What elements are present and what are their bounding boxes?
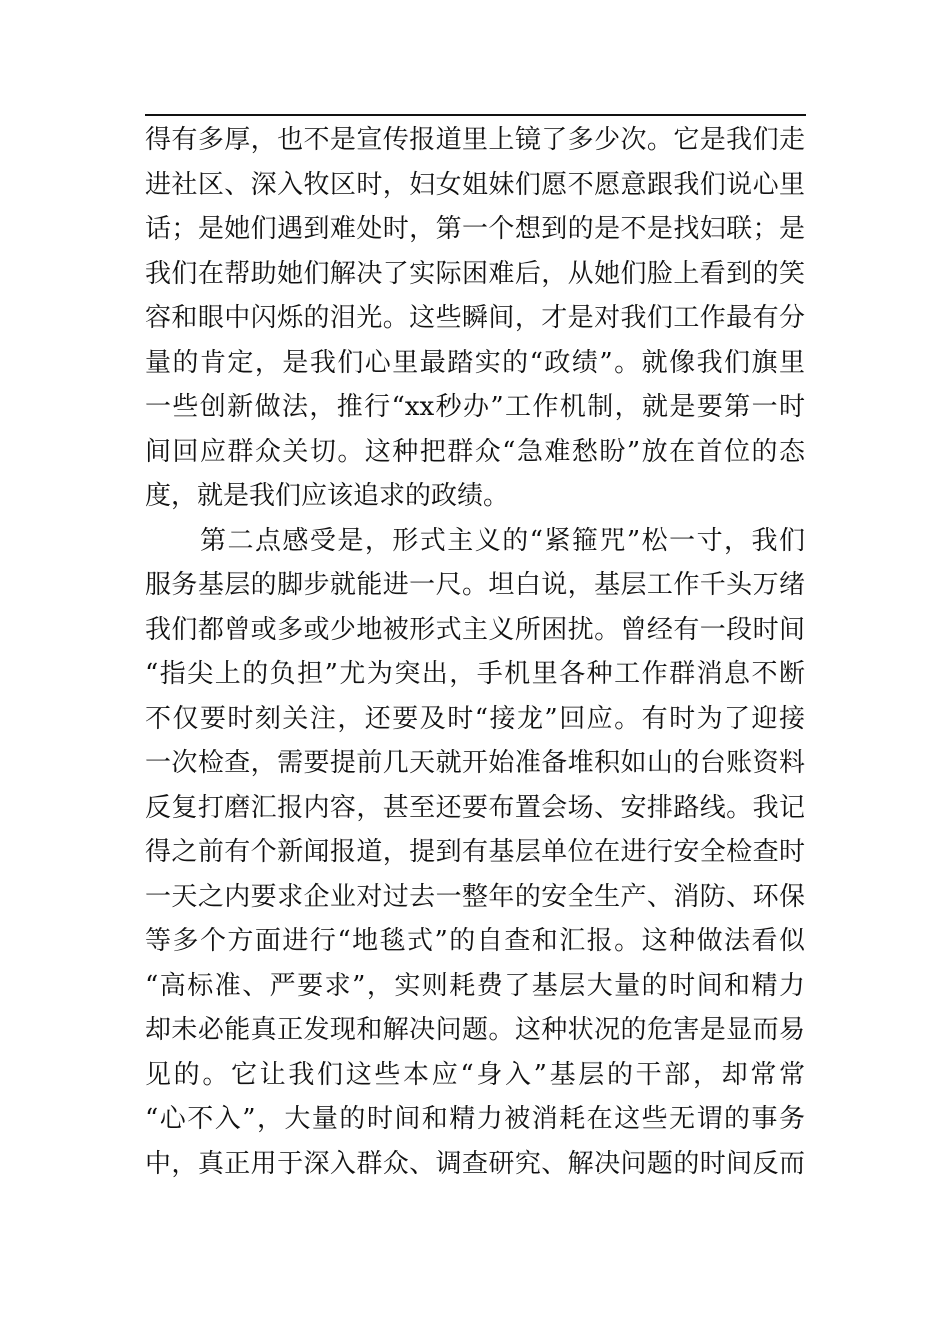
text-line: 一次检查，需要提前几天就开始准备堆积如山的台账资料	[145, 748, 805, 778]
text-line: “高标准、严要求”，实则耗费了基层大量的时间和精力	[145, 970, 805, 1001]
text-line: 得之前有个新闻报道，提到有基层单位在进行安全检查时	[145, 837, 805, 867]
text-line: 一些创新做法，推行“xx秒办”工作机制，就是要第一时	[145, 392, 805, 422]
text-line: 度，就是我们应该追求的政绩。	[145, 481, 510, 511]
text-line: 我们在帮助她们解决了实际困难后，从她们脸上看到的笑	[145, 258, 805, 289]
text-line: 第二点感受是，形式主义的“紧箍咒”松一寸，我们	[200, 525, 805, 556]
text-line: 反复打磨汇报内容，甚至还要布置会场、安排路线。我记	[145, 792, 805, 823]
text-line: 一天之内要求企业对过去一整年的安全生产、消防、环保	[145, 881, 805, 912]
header-rule	[145, 114, 806, 116]
text-line: 进社区、深入牧区时，妇女姐妹们愿不愿意跟我们说心里	[145, 169, 805, 200]
text-line: 等多个方面进行“地毯式”的自查和汇报。这种做法看似	[145, 926, 805, 956]
paragraph	[145, 519, 805, 1187]
text-line: 得有多厚，也不是宣传报道里上镜了多少次。它是我们走	[145, 125, 805, 155]
text-line: 间回应群众关切。这种把群众“急难愁盼”放在首位的态	[145, 436, 805, 467]
text-line: “指尖上的负担”尤为突出，手机里各种工作群消息不断	[145, 659, 805, 689]
text-line: “心不入”，大量的时间和精力被消耗在这些无谓的事务	[145, 1104, 805, 1134]
document-body	[145, 118, 805, 1186]
text-line: 见的。它让我们这些本应“身入”基层的干部，却常常	[145, 1059, 805, 1090]
text-line: 我们都曾或多或少地被形式主义所困扰。曾经有一段时间	[145, 614, 805, 645]
text-line: 容和眼中闪烁的泪光。这些瞬间，才是对我们工作最有分	[145, 303, 805, 333]
text-line: 不仅要时刻关注，还要及时“接龙”回应。有时为了迎接	[145, 703, 805, 734]
text-line: 却未必能真正发现和解决问题。这种状况的危害是显而易	[145, 1015, 805, 1045]
text-line: 话；是她们遇到难处时，第一个想到的是不是找妇联；是	[145, 214, 805, 244]
text-line: 量的肯定，是我们心里最踏实的“政绩”。就像我们旗里	[145, 347, 805, 378]
text-line: 中，真正用于深入群众、调查研究、解决问题的时间反而	[145, 1148, 805, 1179]
paragraph	[145, 118, 805, 519]
text-line: 服务基层的脚步就能进一尺。坦白说，基层工作千头万绪	[145, 570, 805, 600]
